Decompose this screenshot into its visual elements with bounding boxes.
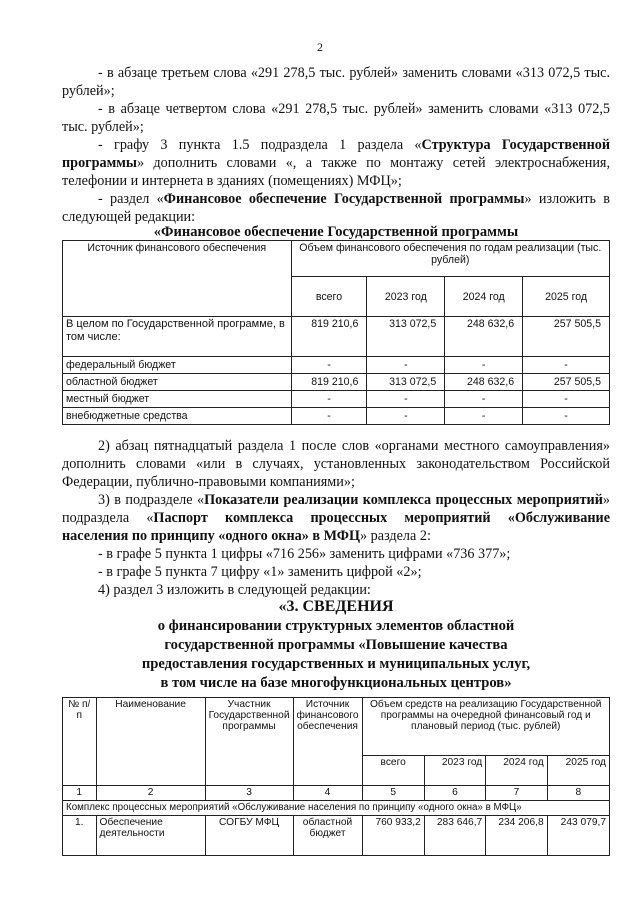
paragraph-8: - в графе 5 пункта 7 цифру «1» заменить цифрой «2»; — [98, 564, 422, 580]
page-number: 2 — [317, 40, 323, 54]
section3-line-4: в том числе на базе многофункциональных центров» — [160, 675, 512, 691]
paragraph-4: - раздел «Финансовое обеспечение Государственной программы» изложить в следующей редакции: — [62, 191, 611, 225]
table-row: областной бюджет 819 210,6 313 072,5 248 632,6 257 505,5 — [63, 374, 610, 391]
paragraph-6: 3) в подразделе «Показатели реализации комплекса процессных мероприятий» подраздела «Паспорт комплекса процессных мероприятий «Обслуживание населения по принципу «одного окна» в МФЦ» раздела 2: — [62, 492, 610, 544]
section3-line-3: предоставления государственных и муниципальных услуг, — [141, 656, 531, 672]
section3-title: «3. СВЕДЕНИЯ — [278, 598, 394, 615]
col-2023: 2023 год — [367, 277, 445, 317]
col-total: всего — [291, 277, 367, 317]
column-numbers-row: 1 2 3 4 5 6 7 8 — [63, 786, 610, 801]
paragraph-1: - в абзаце третьем слова «291 278,5 тыс. рублей» заменить словами «313 072,5 тыс. рублей»; — [62, 65, 610, 99]
table1-caption: «Финансовое обеспечение Государственной программы — [153, 224, 519, 240]
complex-row: Комплекс процессных мероприятий «Обслуживание населения по принципу «одного окна» в МФЦ» — [63, 801, 610, 816]
col-2024: 2024 год — [445, 277, 523, 317]
header-volume: Объем средств на реализацию Государственной программы на очередной финансовый год и плановый период (тыс. рублей) — [362, 698, 610, 756]
table-row: 1. Обеспечение деятельности СОГБУ МФЦ областной бюджет 760 933,2 283 646,7 234 206,8 243 079,7 — [63, 816, 610, 856]
header-participant: Участник Государственной программы — [205, 698, 293, 786]
structural-elements-table — [62, 697, 610, 856]
paragraph-5: 2) абзац пятнадцатый раздела 1 после слов «органами местного самоуправления» дополнить словами «или в случаях, установленных законодательством Российской Федерации, публично-правовыми компаниями»; — [62, 438, 610, 490]
header-source: Источник финансового обеспечения — [293, 698, 362, 786]
header-no: № п/п — [63, 698, 97, 786]
table-row: федеральный бюджет - - - - — [63, 357, 610, 374]
paragraph-2: - в абзаце четвертом слова «291 278,5 тыс. рублей» заменить словами «313 072,5 тыс. рублей»; — [62, 101, 610, 135]
header-volume: Объем финансового обеспечения по годам реализации (тыс. рублей) — [291, 241, 609, 277]
intro-paragraphs — [62, 64, 610, 226]
paragraph-7: - в графе 5 пункта 1 цифры «716 256» заменить цифрами «736 377»; — [98, 546, 511, 562]
col-2025: 2025 год — [523, 277, 610, 317]
table-row: В целом по Государственной программе, в том числе: 819 210,6 313 072,5 248 632,6 257 505,5 — [63, 317, 610, 357]
col-total: всего — [362, 756, 424, 786]
header-name: Наименование — [96, 698, 205, 786]
col-2023: 2023 год — [424, 756, 485, 786]
col-2025: 2025 год — [547, 756, 609, 786]
paragraph-9: 4) раздел 3 изложить в следующей редакции: — [98, 582, 371, 598]
col-2024: 2024 год — [486, 756, 547, 786]
section3-line-2: государственной программы «Повышение качества — [164, 637, 508, 653]
table-row: местный бюджет - - - - — [63, 391, 610, 408]
section3-line-1: о финансировании структурных элементов областной — [157, 618, 515, 634]
header-source: Источник финансового обеспечения — [63, 241, 292, 317]
table-row: внебюджетные средства - - - - — [63, 408, 610, 425]
paragraph-3: - графу 3 пункта 1.5 подраздела 1 раздела «Структура Государственной программы» дополнить словами «, а также по монтажу сетей электроснабжения, телефонии и интернета в зданиях (помещениях) МФЦ»; — [62, 137, 611, 189]
financing-table — [62, 240, 610, 425]
amendment-paragraphs — [62, 437, 610, 599]
